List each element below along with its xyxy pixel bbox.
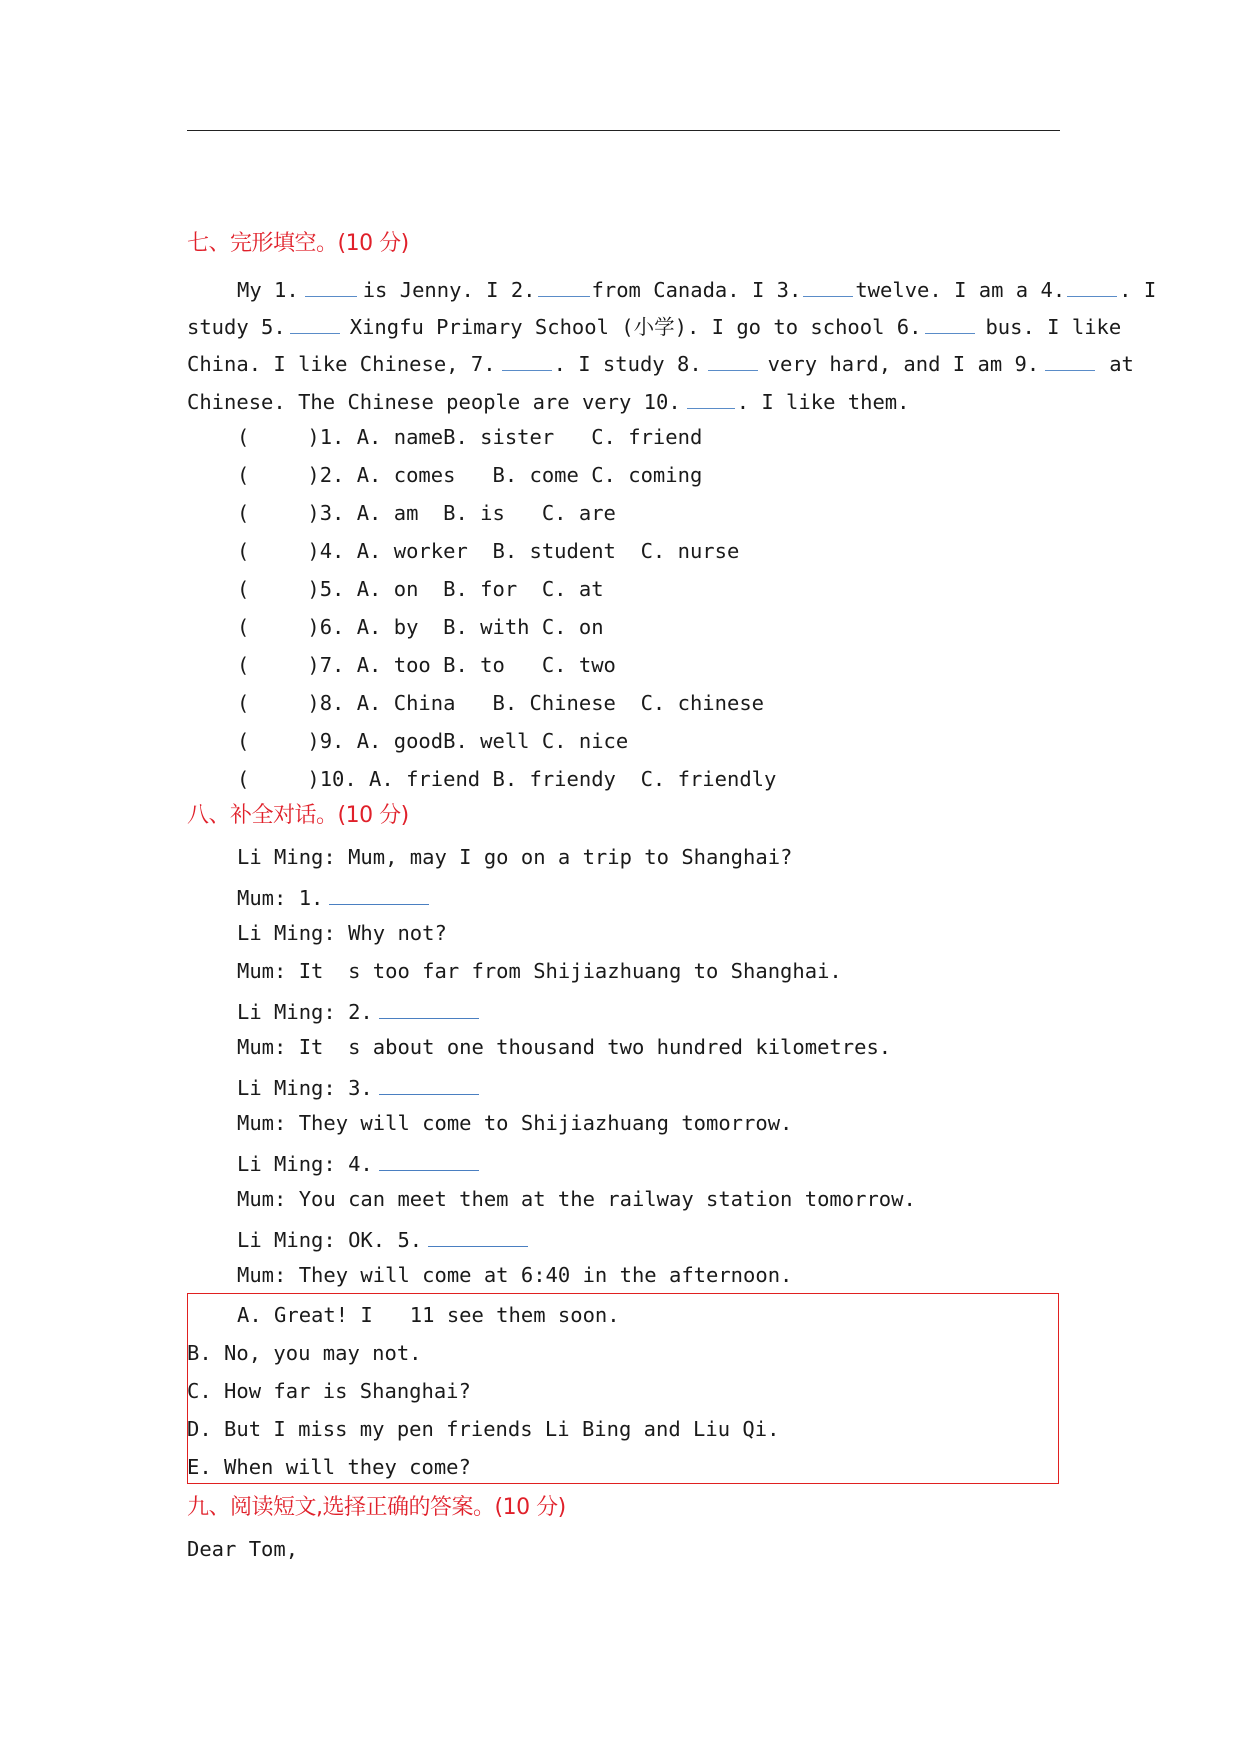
blank-2[interactable] (538, 274, 590, 297)
blank-9[interactable] (1045, 348, 1095, 371)
option-c: C. How far is Shanghai? (187, 1379, 471, 1403)
dialogue-line-10: Mum: You can meet them at the railway station tomorrow. (237, 1187, 916, 1211)
section-7-heading: 七、完形填空。(10 分) (187, 231, 409, 256)
question-7: ( )7. A. too B. to C. two (237, 653, 616, 677)
question-5: ( )5. A. on B. for C. at (237, 577, 604, 601)
dialogue-blank-1[interactable] (329, 882, 429, 905)
question-8: ( )8. A. China B. Chinese C. chinese (237, 691, 765, 715)
blank-1[interactable] (305, 274, 357, 297)
dialogue-line-8: Mum: They will come to Shijiazhuang tomorrow. (237, 1111, 793, 1135)
dialogue-blank-5[interactable] (428, 1224, 528, 1247)
blank-10[interactable] (687, 386, 735, 409)
dialogue-line-9: Li Ming: 4. (237, 1148, 479, 1177)
option-d: D. But I miss my pen friends Li Bing and Liu Qi. (187, 1417, 780, 1441)
dialogue-line-1: Li Ming: Mum, may I go on a trip to Shanghai? (237, 845, 793, 869)
question-10: ( )10. A. friend B. friendy C. friendly (237, 767, 777, 791)
blank-6[interactable] (925, 311, 975, 334)
passage-line-1: My 1. is Jenny. I 2. from Canada. I 3. twelve. I am a 4. . I (237, 274, 1156, 303)
question-9: ( )9. A. goodB. well C. nice (237, 729, 629, 753)
dialogue-line-11: Li Ming: OK. 5. (237, 1224, 528, 1253)
header-rule (187, 130, 1060, 131)
question-6: ( )6. A. by B. with C. on (237, 615, 604, 639)
dialogue-line-7: Li Ming: 3. (237, 1072, 479, 1101)
dialogue-blank-2[interactable] (379, 996, 479, 1019)
question-2: ( )2. A. comes B. come C. coming (237, 463, 703, 487)
option-b: B. No, you may not. (187, 1341, 422, 1365)
dialogue-blank-4[interactable] (379, 1148, 479, 1171)
option-e: E. When will they come? (187, 1455, 471, 1479)
dialogue-line-2: Mum: 1. (237, 882, 429, 911)
question-3: ( )3. A. am B. is C. are (237, 501, 616, 525)
passage-line-2: study 5. Xingfu Primary School (小学). I go to school 6. bus. I like (187, 311, 1121, 340)
section-9-heading: 九、阅读短文,选择正确的答案。(10 分) (187, 1495, 566, 1520)
dialogue-line-12: Mum: They will come at 6:40 in the afternoon. (237, 1263, 793, 1287)
blank-3[interactable] (803, 274, 853, 297)
blank-5[interactable] (290, 311, 340, 334)
dialogue-line-4: Mum: It s too far from Shijiazhuang to Shanghai. (237, 959, 842, 983)
passage-line-4: Chinese. The Chinese people are very 10. . I like them. (187, 386, 909, 415)
letter-greeting: Dear Tom, (187, 1537, 299, 1561)
option-a: A. Great! I 11 see them soon. (237, 1303, 620, 1327)
dialogue-blank-3[interactable] (379, 1072, 479, 1095)
blank-8[interactable] (708, 348, 758, 371)
dialogue-line-6: Mum: It s about one thousand two hundred kilometres. (237, 1035, 892, 1059)
question-4: ( )4. A. worker B. student C. nurse (237, 539, 740, 563)
blank-4[interactable] (1067, 274, 1117, 297)
passage-line-3: China. I like Chinese, 7. . I study 8. very hard, and I am 9. at (187, 348, 1134, 377)
question-1: ( )1. A. nameB. sister C. friend (237, 425, 703, 449)
blank-7[interactable] (502, 348, 552, 371)
dialogue-line-3: Li Ming: Why not? (237, 921, 447, 945)
dialogue-line-5: Li Ming: 2. (237, 996, 479, 1025)
section-8-heading: 八、补全对话。(10 分) (187, 803, 409, 828)
